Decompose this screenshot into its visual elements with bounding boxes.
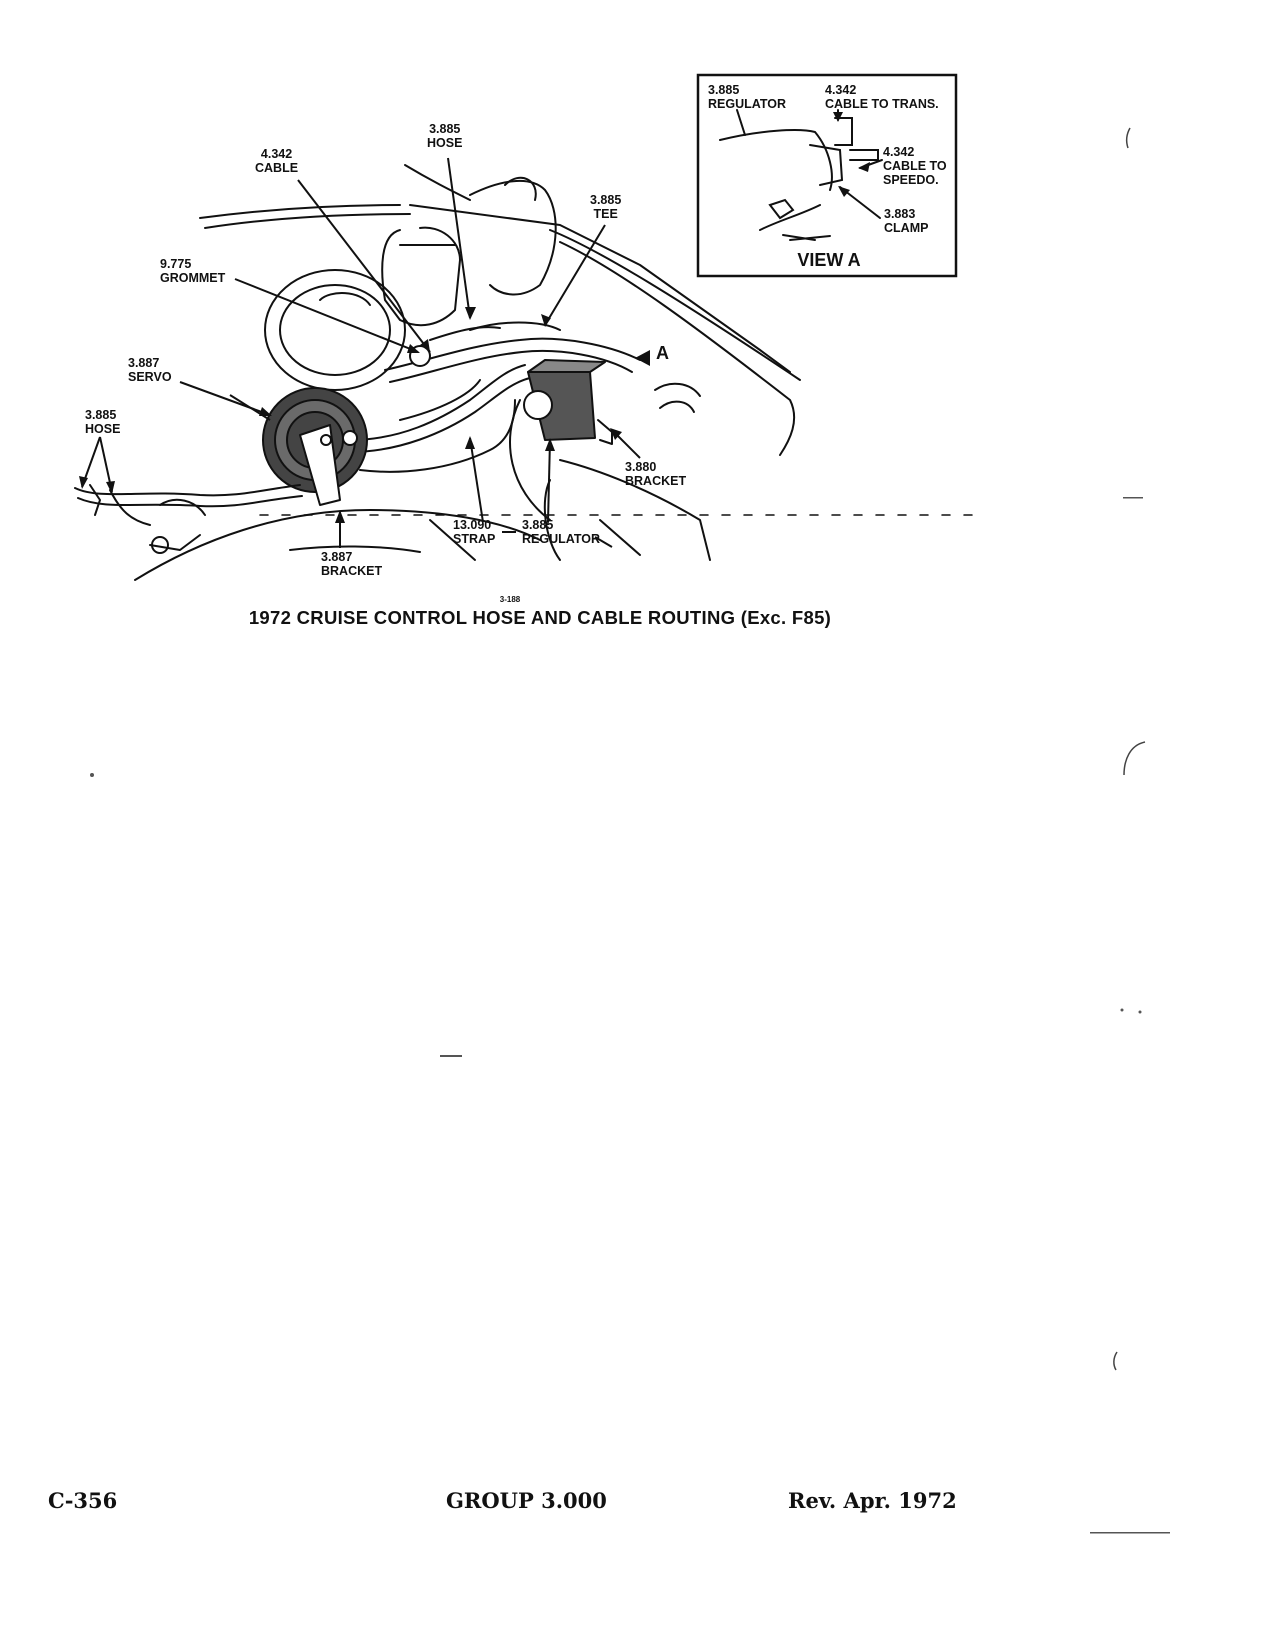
hose-left-callout (85, 408, 120, 436)
part-name: REGULATOR (522, 532, 601, 546)
part-number: 3.885 (708, 83, 740, 97)
part-number: 4.342 (260, 147, 293, 161)
part-number: 3.885 (522, 518, 554, 532)
figure-number: 3-188 (499, 595, 521, 604)
part-name: TEE (593, 207, 618, 221)
inset-regulator-callout (708, 83, 786, 111)
part-number: 13.090 (453, 518, 492, 532)
inset-cable-speedo-callout (883, 145, 947, 187)
inset-cable-trans-callout (825, 83, 939, 111)
part-number: 4.342 (825, 83, 857, 97)
part-name: CABLE TO TRANS. (825, 97, 939, 111)
part-name: REGULATOR (708, 97, 787, 111)
part-name: CLAMP (884, 221, 929, 235)
bracket-right-callout (625, 460, 686, 488)
inset-clamp-callout (884, 207, 928, 235)
bracket-bottom-callout (321, 550, 382, 578)
hose-top-callout (427, 122, 462, 150)
part-number: 9.775 (160, 257, 192, 271)
part-number: 3.885 (429, 122, 461, 136)
part-name: BRACKET (321, 564, 383, 578)
part-name: CABLE TO (883, 159, 947, 173)
part-number: 3.880 (625, 460, 657, 474)
part-name: STRAP (453, 532, 496, 546)
part-number: 3.887 (321, 550, 353, 564)
cable-callout (255, 147, 298, 175)
part-number: 3.885 (85, 408, 117, 422)
strap-callout (453, 518, 495, 546)
part-number: 3.887 (128, 356, 160, 370)
part-name: CABLE (255, 161, 299, 175)
figure-caption: 1972 CRUISE CONTROL HOSE AND CABLE ROUTING (Exc. F85) (248, 607, 832, 628)
group-label: GROUP 3.000 (446, 1488, 607, 1513)
tee-callout (590, 193, 621, 221)
part-name: BRACKET (625, 474, 687, 488)
part-name: HOSE (427, 136, 463, 150)
page-number: C-356 (48, 1488, 118, 1513)
part-name: HOSE (85, 422, 121, 436)
part-name: SERVO (128, 370, 172, 384)
part-name: SPEEDO. (883, 173, 939, 187)
inset-title: VIEW A (797, 250, 861, 270)
part-number: 3.885 (590, 193, 622, 207)
part-name: GROMMET (160, 271, 226, 285)
revision-date: Rev. Apr. 1972 (788, 1488, 957, 1513)
regulator-callout (522, 518, 600, 546)
part-number: 3.883 (884, 207, 916, 221)
servo-callout (128, 356, 172, 384)
grommet-callout (160, 257, 225, 285)
view-a-marker: A (656, 343, 669, 363)
part-number: 4.342 (883, 145, 915, 159)
